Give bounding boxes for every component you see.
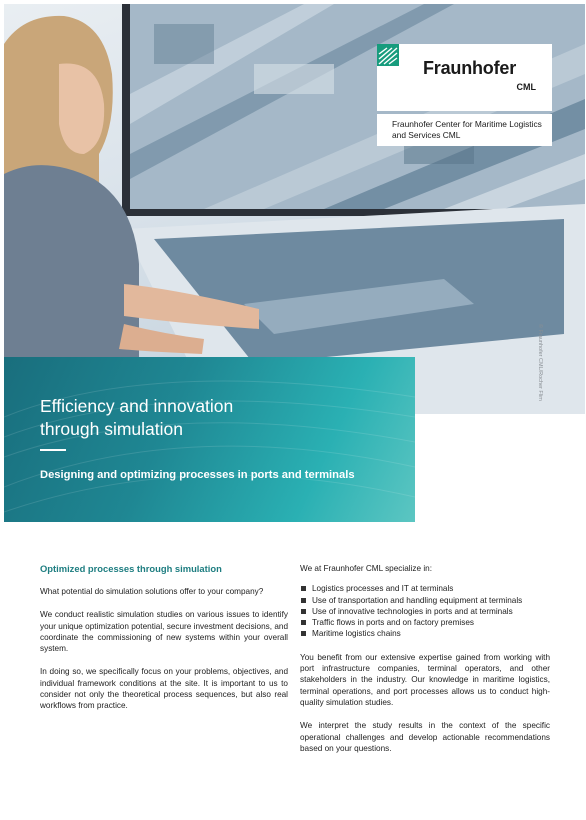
- right-column: [300, 563, 550, 766]
- paragraph: We interpret the study results in the context of the specific operational challenges and develop actionable recommendations based on your questions.: [300, 721, 550, 753]
- banner-subtitle: Designing and optimizing processes in ports and terminals: [40, 469, 355, 481]
- list-item: Maritime logistics chains: [300, 628, 550, 639]
- banner-title-line2: through simulation: [40, 419, 183, 439]
- banner-divider: [40, 449, 66, 451]
- paragraph: We conduct realistic simulation studies on various issues to identify your unique optimization potential, secure investment decisions, and coordinate the commissioning of new systems within your overall system.: [40, 610, 288, 654]
- list-item: Logistics processes and IT at terminals: [300, 583, 550, 594]
- institute-label-box: [377, 114, 552, 146]
- specialization-list: [300, 583, 550, 639]
- left-column: [40, 563, 288, 724]
- banner-title-line1: Efficiency and innovation: [40, 396, 234, 416]
- fraunhofer-logo: [377, 44, 552, 111]
- left-column-heading: Optimized processes through simulation: [40, 563, 222, 574]
- logo-unit: CML: [516, 82, 536, 92]
- institute-name: Fraunhofer Center for Maritime Logistics and Services CML: [392, 119, 542, 140]
- paragraph: In doing so, we specifically focus on your problems, objectives, and individual framework conditions at the site. It is important to us to consider not only the theoretical process sequences, but also real workflows from practice.: [40, 667, 288, 711]
- title-banner: [4, 357, 415, 522]
- fraunhofer-logo-icon: [377, 44, 399, 66]
- photo-credit: © Fraunhofer CML/Rocher Flim: [537, 324, 543, 401]
- list-item: Use of transportation and handling equipment at terminals: [300, 595, 550, 606]
- list-item: Traffic flows in ports and on factory premises: [300, 617, 550, 628]
- logo-wordmark: Fraunhofer: [423, 58, 517, 78]
- banner-title: [40, 395, 300, 441]
- list-item: Use of innovative technologies in ports and at terminals: [300, 606, 550, 617]
- specialization-intro: We at Fraunhofer CML specialize in:: [300, 564, 432, 573]
- paragraph: You benefit from our extensive expertise gained from working with port infrastructure companies, terminal operators, and other stakeholders in the industry. Our knowledge in maritime logistics, terminal operations, and port processes allows us to conduct high-quality simulation studies.: [300, 652, 550, 707]
- paragraph: What potential do simulation solutions offer to your company?: [40, 587, 264, 596]
- hero-photo: [4, 4, 585, 414]
